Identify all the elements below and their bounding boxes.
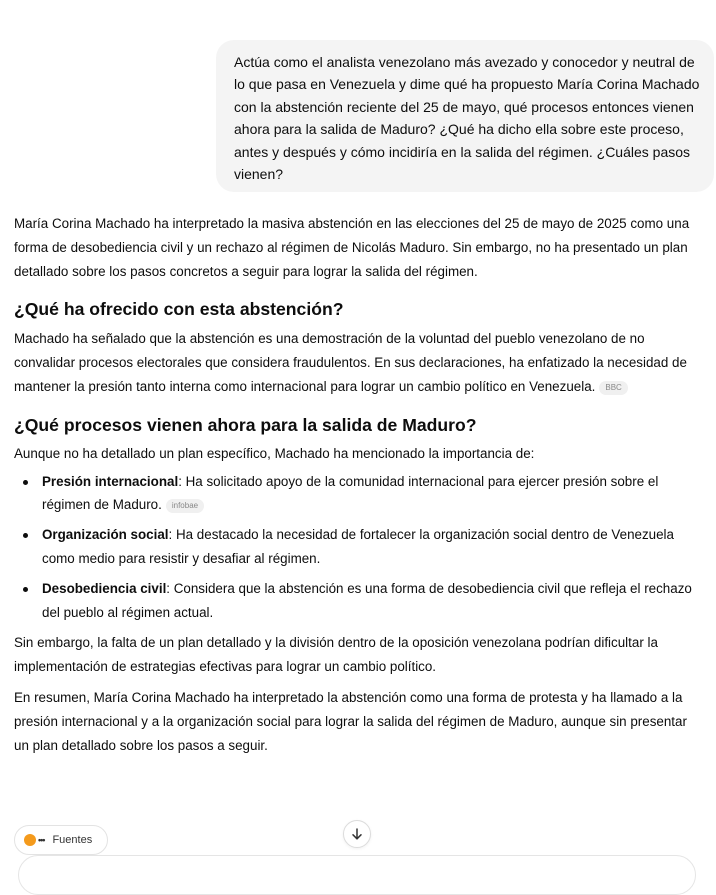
list-item [14, 577, 704, 625]
source-pill-bbc[interactable]: BBC [599, 381, 627, 395]
user-message-text: Actúa como el analista venezolano más avezado y conocedor y neutral de lo que pasa en Venezuela y dime qué ha propuesto María Corina Machado con la abstención reciente del 25 de mayo, qué procesos entonces vienen ahora para la salida de Maduro? ¿Qué ha dicho ella sobre este proceso, antes y después y cómo incidiría en la salida del régimen. ¿Cuáles pasos vienen? [234, 54, 700, 183]
sources-button-label: Fuentes [52, 834, 93, 846]
arrow-down-icon [350, 827, 364, 841]
points-list [14, 470, 704, 625]
point-text: : Ha solicitado apoyo de la comunidad internacional para ejercer presión sobre el régimen de Maduro. [42, 473, 659, 513]
section-heading-processes: ¿Qué procesos vienen ahora para la salida de Maduro? [14, 414, 477, 435]
section-heading-offer: ¿Qué ha ofrecido con esta abstención? [14, 299, 344, 320]
message-composer[interactable] [18, 855, 696, 895]
response-summary: En resumen, María Corina Machado ha interpretado la abstención como una forma de protesta y ha llamado a la presión internacional y a la organización social para lograr la salida del régimen de Maduro, aunque sin presentar un plan detallado sobre los pasos a seguir. [14, 689, 687, 753]
response-caveat: Sin embargo, la falta de un plan detallado y la división dentro de la oposición venezolana podrían dificultar la implementación de estrategias efectivas para lograr un cambio político. [14, 635, 658, 675]
section-body-offer [14, 327, 704, 398]
assistant-response [14, 212, 704, 757]
section-body-offer-text: Machado ha señalado que la abstención es una demostración de la voluntad del pueblo venezolano de no convalidar procesos electorales que considera fraudulentos. En sus declaraciones, ha enfatizado la necesidad de mantener la presión tanto interna como internacional para lograr un cambio político en Venezuela. [14, 331, 687, 394]
response-intro: María Corina Machado ha interpretado la masiva abstención en las elecciones del 25 de mayo de 2025 como una forma de desobediencia civil y un rechazo al régimen de Nicolás Maduro. Sin embargo, no ha presentado un plan detallado sobre los pasos concretos a seguir para lograr la salida del régimen. [14, 216, 690, 279]
source-favicon-icon [24, 834, 36, 846]
user-message-bubble [216, 40, 714, 192]
bullet-icon [23, 480, 28, 485]
list-item [14, 523, 704, 571]
list-item [14, 470, 704, 518]
point-text: : Ha destacado la necesidad de fortalecer la organización social dentro de Venezuela como medio para resistir y desafiar al régimen. [42, 527, 674, 566]
bullet-icon [23, 587, 28, 592]
bullet-icon [23, 533, 28, 538]
point-title: Presión internacional [42, 473, 179, 489]
sources-button[interactable] [14, 825, 108, 855]
point-title: Desobediencia civil [42, 580, 167, 596]
point-title: Organización social [42, 527, 169, 543]
scroll-down-button[interactable] [343, 820, 371, 848]
point-text: : Considera que la abstención es una forma de desobediencia civil que refleja el rechazo del pueblo al régimen actual. [42, 580, 692, 620]
more-sources-dots: ••• [38, 835, 45, 845]
source-pill-infobae[interactable]: infobae [166, 499, 204, 513]
section-intro-processes: Aunque no ha detallado un plan específico, Machado ha mencionado la importancia de: [14, 445, 535, 461]
